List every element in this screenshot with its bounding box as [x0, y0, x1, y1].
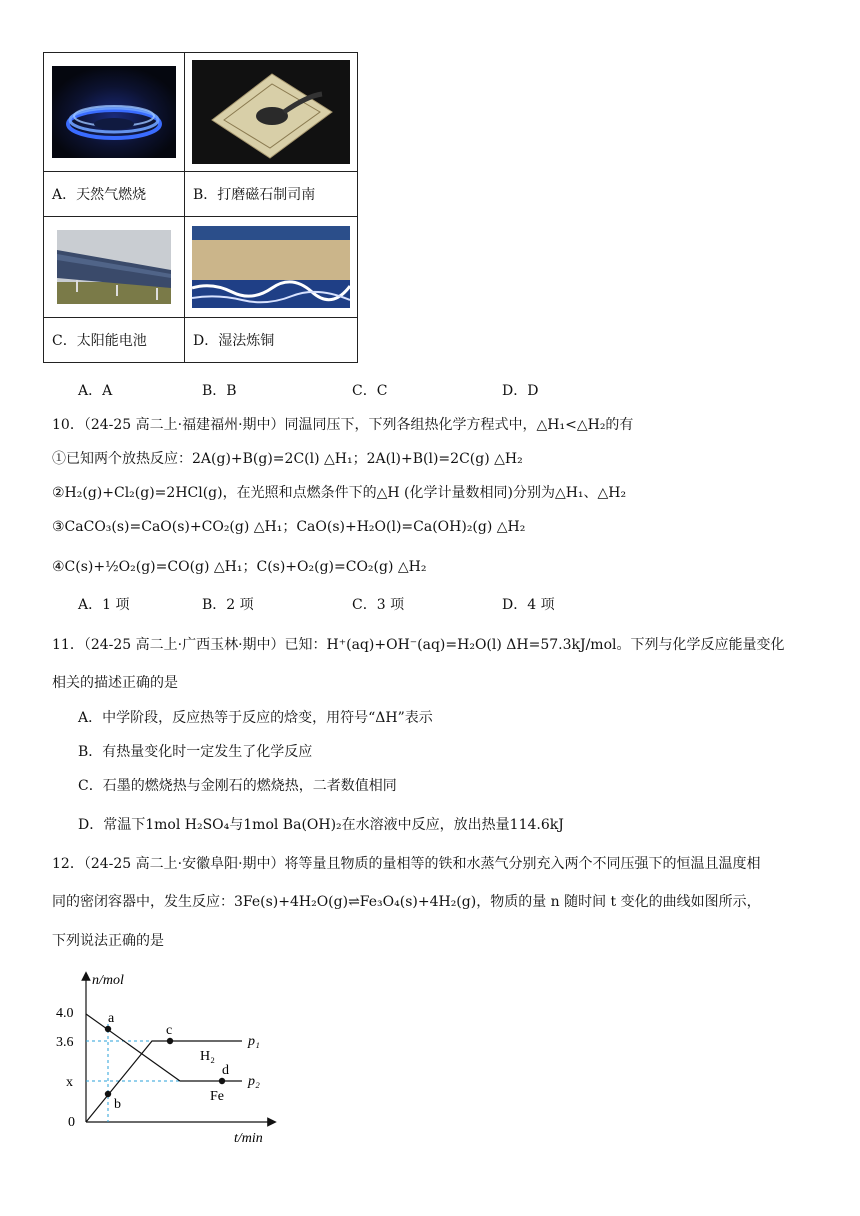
- point-c: [167, 1038, 173, 1044]
- q12-stem: 12．（24-25 高二上·安徽阜阳·期中）将等量且物质的量相等的铁和水蒸气分别充入两个不同压强下的恒温且温度相: [52, 856, 761, 872]
- label-a: a: [108, 1011, 115, 1026]
- options-table: [43, 52, 358, 363]
- point-d: [219, 1078, 225, 1084]
- q10-choice-b[interactable]: B．2 项: [202, 597, 254, 613]
- q10-choice-a[interactable]: A．1 项: [78, 597, 130, 613]
- p1-label: p₁: [248, 1034, 260, 1049]
- option-a-label-cell: [44, 172, 185, 217]
- q10-item-1: ①已知两个放热反应：2A(g)+B(g)=2C(l) △H₁；2A(l)+B(l)=2C(g) △H₂: [52, 451, 523, 467]
- q12-stem-end: 下列说法正确的是: [52, 933, 164, 949]
- gas-flame-image: [52, 66, 176, 158]
- q11-option-b[interactable]: B．有热量变化时一定发生了化学反应: [78, 744, 313, 760]
- q10-item-2: ②H₂(g)+Cl₂(g)=2HCl(g)，在光照和点燃条件下的△H (化学计量数相同)分别为△H₁、△H₂: [52, 485, 627, 501]
- tick-x: x: [66, 1075, 73, 1090]
- option-a-label: A．天然气燃烧: [52, 187, 147, 203]
- option-b-label: B．打磨磁石制司南: [193, 187, 316, 203]
- q10-choice-c[interactable]: C．3 项: [352, 597, 405, 613]
- q11-stem: 11．（24-25 高二上·广西玉林·期中）已知：H⁺(aq)+OH⁻(aq)=H₂O(l) ΔH=57.3kJ/mol。下列与化学反应能量变化: [52, 637, 785, 653]
- option-d-label: D．湿法炼铜: [193, 333, 275, 349]
- q9-choice-d[interactable]: D．D: [502, 383, 539, 399]
- option-a-image-cell: [44, 53, 185, 172]
- label-d: d: [222, 1063, 229, 1078]
- option-b-image-cell: [185, 53, 358, 172]
- tick-3-6: 3.6: [56, 1035, 74, 1050]
- option-d-label-cell: [185, 318, 358, 363]
- q9-choice-a[interactable]: A．A: [78, 383, 113, 399]
- q10-item-3: ③CaCO₃(s)=CaO(s)+CO₂(g) △H₁；CaO(s)+H₂O(l)=Ca(OH)₂(g) △H₂: [52, 519, 526, 535]
- option-b-label-cell: [185, 172, 358, 217]
- option-c-image-cell: [44, 217, 185, 318]
- q11-stem-continued: 相关的描述正确的是: [52, 675, 178, 691]
- tick-4-0: 4.0: [56, 1006, 74, 1021]
- option-c-label-cell: [44, 318, 185, 363]
- q10-choice-d[interactable]: D．4 项: [502, 597, 555, 613]
- q10-item-4: ④C(s)+½O₂(g)=CO(g) △H₁；C(s)+O₂(g)=CO₂(g) △H₂: [52, 559, 427, 575]
- q9-choice-c[interactable]: C．C: [352, 383, 388, 399]
- point-b: [105, 1091, 111, 1097]
- label-b: b: [114, 1097, 121, 1112]
- h2-label: H₂: [200, 1049, 215, 1064]
- q12-graph: [52, 968, 282, 1148]
- q10-stem: 10．（24-25 高二上·福建福州·期中）同温同压下，下列各组热化学方程式中，△H₁<△H₂的有: [52, 417, 634, 433]
- q11-option-a[interactable]: A．中学阶段，反应热等于反应的焓变，用符号“ΔH”表示: [78, 710, 433, 726]
- q11-option-d[interactable]: D．常温下1mol H₂SO₄与1mol Ba(OH)₂在水溶液中反应，放出热量114.6kJ: [78, 817, 564, 833]
- x-axis-label: t/min: [234, 1131, 263, 1146]
- p2-label: p₂: [248, 1074, 260, 1089]
- copper-smelting-image: [192, 226, 350, 308]
- tick-0: 0: [68, 1115, 75, 1130]
- fe-label: Fe: [210, 1089, 224, 1104]
- point-a: [105, 1026, 111, 1032]
- q11-option-c[interactable]: C．石墨的燃烧热与金刚石的燃烧热，二者数值相同: [78, 778, 397, 794]
- solar-panels-image: [57, 230, 171, 304]
- label-c: c: [166, 1023, 173, 1038]
- option-c-label: C．太阳能电池: [52, 333, 147, 349]
- q12-stem-continued: 同的密闭容器中，发生反应：3Fe(s)+4H₂O(g)⇌Fe₃O₄(s)+4H₂(g)，物质的量 n 随时间 t 变化的曲线如图所示，: [52, 894, 761, 910]
- y-axis-label: n/mol: [92, 973, 124, 988]
- option-d-image-cell: [185, 217, 358, 318]
- compass-spoon-image: [192, 60, 350, 164]
- q9-choice-b[interactable]: B．B: [202, 383, 237, 399]
